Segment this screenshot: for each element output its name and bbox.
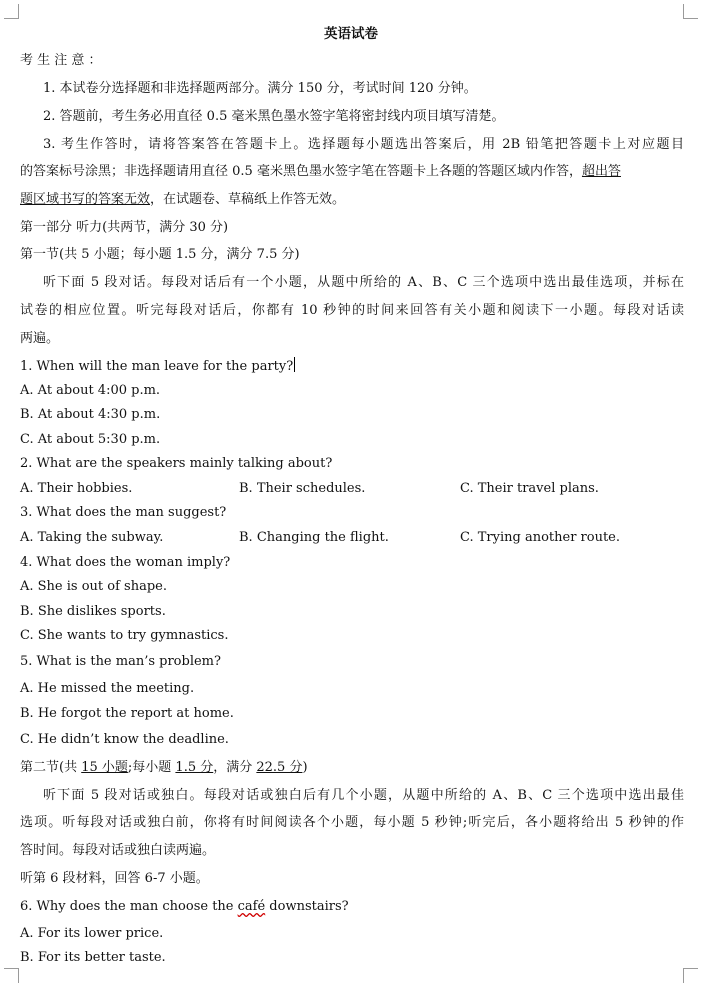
question-4-stem: 4. What does the woman imply? xyxy=(20,555,231,570)
question-2-stem: 2. What are the speakers mainly talking about? xyxy=(20,456,333,471)
question-5-option-a: A. He missed the meeting. xyxy=(20,681,195,696)
question-6-stem xyxy=(20,898,684,916)
question-3-option-a: A. Taking the subway. xyxy=(20,530,164,545)
question-3-stem: 3. What does the man suggest? xyxy=(20,505,227,520)
section2-heading-part-a: 第二节(共 xyxy=(20,760,82,775)
section2-instructions-line2: 选项。听每段对话或独白前，你将有时间阅读各个小题，每小题 5 秒钟;听完后，各小题将给出 5 秒钟的作 xyxy=(20,815,684,830)
section2-heading-part-c: ，满分 xyxy=(213,760,257,775)
question-2-option-a: A. Their hobbies. xyxy=(20,481,133,496)
question-1-stem[interactable] xyxy=(20,357,684,376)
question-1-option-a: A. At about 4:00 p.m. xyxy=(20,383,161,398)
question-4-option-a: A. She is out of shape. xyxy=(20,579,167,594)
notice-item-3-line3-text: ，在试题卷、草稿纸上作答无效。 xyxy=(150,192,346,207)
section2-heading xyxy=(20,759,684,777)
text-cursor xyxy=(294,357,295,372)
question-6-text-a: 6. Why does the man choose the xyxy=(20,899,238,914)
section2-total-underlined: 22.5 分 xyxy=(256,760,303,775)
question-5-option-c: C. He didn’t know the deadline. xyxy=(20,732,229,747)
question-4-option-c: C. She wants to try gymnastics. xyxy=(20,628,229,643)
spellcheck-word[interactable]: café xyxy=(237,899,266,914)
question-4-option-b: B. She dislikes sports. xyxy=(20,604,166,619)
question-1-option-b: B. At about 4:30 p.m. xyxy=(20,407,161,422)
section2-count-underlined: 15 小题 xyxy=(81,760,128,775)
notice-warning-underlined: 超出答 xyxy=(581,164,621,179)
question-5-option-b: B. He forgot the report at home. xyxy=(20,706,234,721)
question-3-option-c: C. Trying another route. xyxy=(460,530,621,545)
section2-score-each-underlined: 1.5 分 xyxy=(175,760,214,775)
part1-heading: 第一部分 听力(共两节，满分 30 分) xyxy=(20,220,229,235)
crop-mark-top-right xyxy=(683,4,698,19)
notice-item-3-line2-text: 的答案标号涂黑；非选择题请用直径 0.5 毫米黑色墨水签字笔在答题卡上各题的答题区域内作答， xyxy=(20,164,582,179)
section1-instructions-line3: 两遍。 xyxy=(20,331,60,346)
question-6-text-b: downstairs? xyxy=(265,899,349,914)
section1-instructions-line1: 听下面 5 段对话。每段对话后有一个小题，从题中所给的 A、B、C 三个选项中选出最佳选项，并标在 xyxy=(43,275,684,290)
section1-instructions-line2: 试卷的相应位置。听完每段对话后，你都有 10 秒钟的时间来回答有关小题和阅读下一小题。每段对话读 xyxy=(20,303,684,318)
crop-mark-bottom-left xyxy=(4,968,19,983)
question-2-option-b: B. Their schedules. xyxy=(239,481,366,496)
question-5-stem: 5. What is the man’s problem? xyxy=(20,654,221,669)
section2-instructions-line3: 答时间。每段对话或独白读两遍。 xyxy=(20,843,216,858)
section2-instructions-line1: 听下面 5 段对话或独白。每段对话或独白后有几个小题，从题中所给的 A、B、C 三个选项中选出最佳 xyxy=(43,788,684,803)
notice-item-3-line3 xyxy=(20,191,684,209)
question-1-option-c: C. At about 5:30 p.m. xyxy=(20,432,161,447)
notice-warning-underlined-cont: 题区域书写的答案无效 xyxy=(20,192,151,207)
section2-heading-part-d: ) xyxy=(302,760,308,775)
notice-item-2: 2. 答题前，考生务必用直径 0.5 毫米黑色墨水签字笔将密封线内项目填写清楚。 xyxy=(43,109,505,124)
crop-mark-top-left xyxy=(4,4,19,19)
question-6-option-a: A. For its lower price. xyxy=(20,926,164,941)
question-3-option-b: B. Changing the flight. xyxy=(239,530,389,545)
notice-heading: 考 生 注 意 ： xyxy=(20,53,102,68)
notice-item-3-line1: 3. 考生作答时，请将答案答在答题卡上。选择题每小题选出答案后，用 2B 铅笔把答题卡上对应题目 xyxy=(43,137,684,152)
notice-item-3-line2 xyxy=(20,163,684,181)
page-title: 英语试卷 xyxy=(324,26,378,42)
section2-heading-part-b: ;每小题 xyxy=(127,760,176,775)
notice-item-1: 1. 本试卷分选择题和非选择题两部分。满分 150 分，考试时间 120 分钟。 xyxy=(43,81,477,96)
question-2-option-c: C. Their travel plans. xyxy=(460,481,599,496)
crop-mark-bottom-right xyxy=(683,968,698,983)
section1-heading: 第一节(共 5 小题；每小题 1.5 分，满分 7.5 分) xyxy=(20,247,300,262)
question-6-option-b: B. For its better taste. xyxy=(20,950,166,965)
material-6-instruction: 听第 6 段材料，回答 6-7 小题。 xyxy=(20,871,209,886)
question-1-text: 1. When will the man leave for the party? xyxy=(20,359,294,374)
